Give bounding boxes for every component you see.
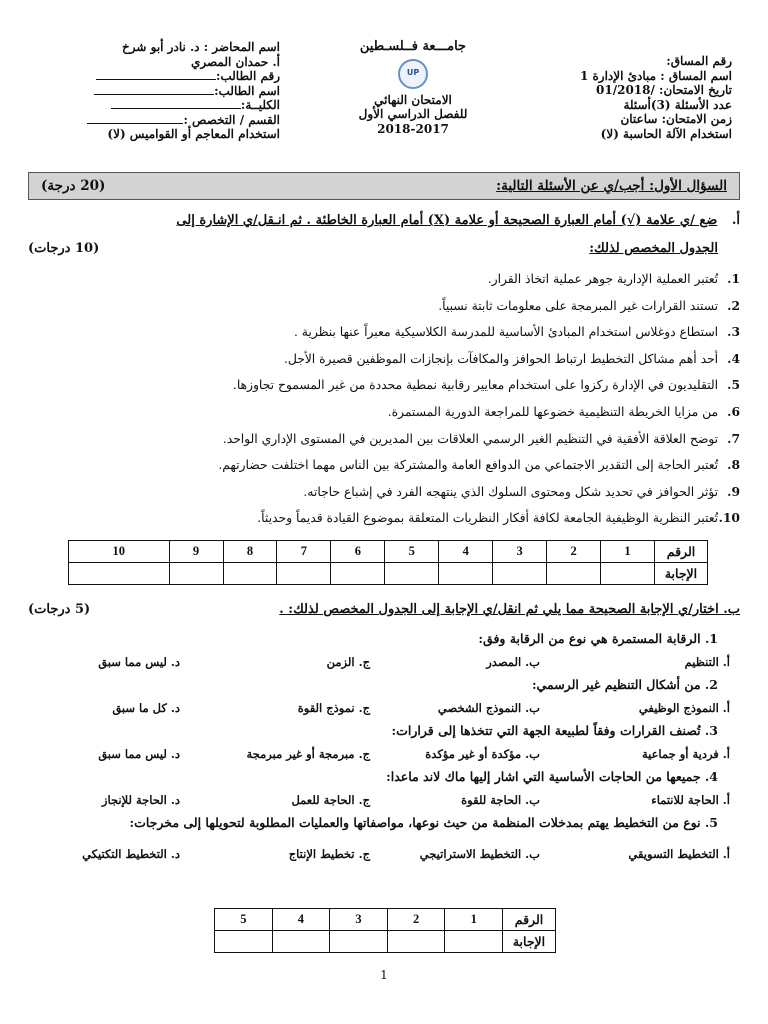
option-b[interactable]: ب.التخطيط الاستراتيجي <box>419 847 540 861</box>
page-number: 1 <box>380 968 388 982</box>
mc-question: 3. تُصنف القرارات وفقاً لطبيعة الجهة التي تتخذها إلى قرارات: <box>391 723 718 738</box>
table-row: الرقم 1 2 3 4 5 6 7 8 9 10 <box>69 541 708 563</box>
course-info <box>502 54 732 141</box>
answer-cell[interactable] <box>439 563 493 585</box>
calculator-policy: استخدام الآلة الحاسبة (لا) <box>600 126 732 141</box>
mc-options <box>28 788 740 812</box>
part-b-instruction <box>28 602 740 617</box>
list-item: 8. تُعتبر الحاجة إلى التقدير الاجتماعي من الدوافع العامة والمشتركة بين الناس مهما اختلفت حضارتهم. <box>218 457 740 473</box>
answer-cell[interactable] <box>445 931 503 953</box>
part-a-marks: (10 درجات) <box>28 241 100 256</box>
answer-cell[interactable] <box>331 563 385 585</box>
option-c[interactable]: ج.الزمن <box>326 655 370 669</box>
option-a[interactable]: أ.التنظيم <box>684 655 730 669</box>
option-b[interactable]: ب.المصدر <box>486 655 540 669</box>
mc-options <box>28 742 740 766</box>
mc-question: 4. جميعها من الحاجات الأساسية التي اشار إليها ماك لاند ماعدا: <box>386 769 718 784</box>
list-item: 5. التقليديون في الإدارة ركزوا على استخدام معايير رقابية نمطية محددة من غير المسموح تجاوزها. <box>232 377 740 393</box>
mc-options <box>28 842 740 866</box>
answer-cell[interactable] <box>169 563 223 585</box>
lecturer-name: اسم المحاضر : د. نادر أبو شرخ <box>122 40 280 54</box>
question-one-title: السؤال الأول: أجب/ي عن الأسئلة التالية: <box>496 178 727 194</box>
part-b-title: ب. اختار/ي الإجابة الصحيحة مما يلي ثم انقل/ي الإجابة إلى الجدول المخصص لذلك: . <box>279 602 740 617</box>
option-b[interactable]: ب.الحاجة للقوة <box>461 793 540 807</box>
exam-header <box>28 40 740 165</box>
part-a-instruction-line1: ضع /ي علامة (√) أمام العبارة الصحيحة أو علامة (X) أمام العبارة الخاطئة . ثم انـقل/ي الإشارة إلى <box>176 213 718 228</box>
student-info <box>50 40 280 142</box>
part-b-marks: (5 درجات) <box>28 602 91 617</box>
table-row: الرقم 1 2 3 4 5 <box>215 909 556 931</box>
option-b[interactable]: ب.مؤكدة أو غير مؤكدة <box>425 747 540 761</box>
mc-question: 2. من أشكال التنظيم غير الرسمي: <box>531 677 718 692</box>
list-item: 9. تؤثر الحوافز في تحديد شكل ومحتوى السلوك الذي ينتهجه الفرد في إشباع حاجاته. <box>303 483 740 499</box>
answer-cell[interactable] <box>330 931 388 953</box>
table-header-cell: الإجابة <box>655 563 708 585</box>
student-number-field[interactable]: رقم الطالب: <box>50 69 280 84</box>
list-item: 6. من مزايا الخريطة التنظيمية خضوعها للمراجعة الدورية المستمرة. <box>387 403 740 419</box>
answer-cell[interactable] <box>69 563 170 585</box>
exam-date: تاريخ الامتحان: /01/2018 <box>596 83 732 97</box>
table-header-cell: الرقم <box>655 541 708 563</box>
exam-type: الامتحان النهائي <box>374 92 452 107</box>
multiple-choice-list <box>28 628 740 866</box>
option-b[interactable]: ب.النموذج الشخصي <box>437 701 540 715</box>
answer-cell[interactable] <box>277 563 331 585</box>
faculty-field[interactable]: الكليــة: <box>50 98 280 113</box>
option-a[interactable]: أ.فردية أو جماعية <box>641 747 730 761</box>
course-name: اسم المساق : مبادئ الإدارة 1 <box>579 68 732 83</box>
true-false-list <box>28 266 740 532</box>
list-item: 1. تُعتبر العملية الإدارية جوهر عملية اتخاذ القرار. <box>487 271 740 286</box>
answer-cell[interactable] <box>387 931 445 953</box>
department-field[interactable]: القسم / التخصص : <box>50 113 280 128</box>
university-logo: UP <box>398 59 428 89</box>
answer-cell[interactable] <box>215 931 273 953</box>
option-a[interactable]: أ.التخطيط التسويقي <box>628 847 730 861</box>
question-count: عدد الأسئلة (3)أسئلة <box>623 97 732 112</box>
list-item: 3. استطاع دوغلاس استخدام المبادئ الأساسية للمدرسة الكلاسيكية معبراً عنها بنظرية . <box>293 324 740 340</box>
option-d[interactable]: د.ليس مما سبق <box>98 655 180 669</box>
option-a[interactable]: أ.النموذج الوظيفي <box>638 701 730 715</box>
option-d[interactable]: د.الحاجة للإنجاز <box>101 793 180 807</box>
answer-cell[interactable] <box>272 931 330 953</box>
answer-cell[interactable] <box>493 563 547 585</box>
list-item: 10. تُعتبر النظرية الوظيفية الجامعة لكافة أفكار النظريات المتعلقة بموضوع القيادة قديماً وحديثاً. <box>257 510 740 526</box>
mc-question: 1. الرقابة المستمرة هي نوع من الرقابة وفق: <box>478 631 718 646</box>
list-item: 2. تستند القرارات غير المبرمجة على معلومات ثابتة نسبياً. <box>438 297 740 313</box>
mc-options <box>28 650 740 674</box>
mc-options <box>28 696 740 720</box>
student-name-field[interactable]: اسم الطالب: <box>50 84 280 99</box>
option-d[interactable]: د.التخطيط التكتيكي <box>82 847 180 861</box>
question-one-bar <box>28 172 740 200</box>
academic-year: 2018-2017 <box>377 121 449 136</box>
part-b-answer-table <box>214 908 556 953</box>
question-one-marks: (20 درجة) <box>41 178 106 194</box>
option-a[interactable]: أ.الحاجة للانتماء <box>651 793 730 807</box>
option-d[interactable]: د.كل ما سبق <box>112 701 180 715</box>
exam-duration: زمن الامتحان: ساعتان <box>620 112 732 126</box>
university-block <box>328 40 498 136</box>
lecturer-name-2: أ. حمدان المصري <box>190 54 280 69</box>
part-a-letter: أ. <box>731 213 740 228</box>
table-row <box>69 563 708 585</box>
university-name: جامـــعة فــلسـطين <box>359 39 467 54</box>
course-number: رقم المساق: <box>666 54 732 68</box>
option-c[interactable]: ج.الحاجة للعمل <box>291 793 370 807</box>
dictionary-policy: استخدام المعاجم أو القواميس (لا) <box>107 127 280 141</box>
list-item: 7. توضح العلاقة الأفقية في التنظيم الغير الرسمي العلاقات بين المديرين في المستوى الإداري الواحد. <box>222 430 740 446</box>
answer-cell[interactable] <box>385 563 439 585</box>
option-d[interactable]: د.ليس مما سبق <box>98 747 180 761</box>
option-c[interactable]: ج.مبرمجة أو غير مبرمجة <box>246 747 370 761</box>
option-c[interactable]: ج.تخطيط الإنتاج <box>288 847 370 861</box>
part-a-instruction <box>28 213 740 228</box>
part-a-instruction-line2: الجدول المخصص لذلك: <box>589 241 718 256</box>
table-row <box>215 931 556 953</box>
table-header-cell: الإجابة <box>503 931 556 953</box>
answer-cell[interactable] <box>601 563 655 585</box>
part-a-answer-table <box>68 540 708 585</box>
semester: للفصل الدراسي الأول <box>358 107 468 121</box>
answer-cell[interactable] <box>547 563 601 585</box>
part-a-instruction-2 <box>28 241 740 256</box>
table-header-cell: الرقم <box>503 909 556 931</box>
answer-cell[interactable] <box>223 563 277 585</box>
option-c[interactable]: ج.نموذج القوة <box>297 701 370 715</box>
mc-question: 5. نوع من التخطيط يهتم بمدخلات المنظمة من حيث نوعها، مواصفاتها والعمليات المطلوبة لتحويلها إلى مخرجات: <box>129 815 718 830</box>
list-item: 4. أحد أهم مشاكل التخطيط ارتباط الحوافز والمكافآت بإنجازات الموظفين قصيرة الأجل. <box>283 350 740 366</box>
